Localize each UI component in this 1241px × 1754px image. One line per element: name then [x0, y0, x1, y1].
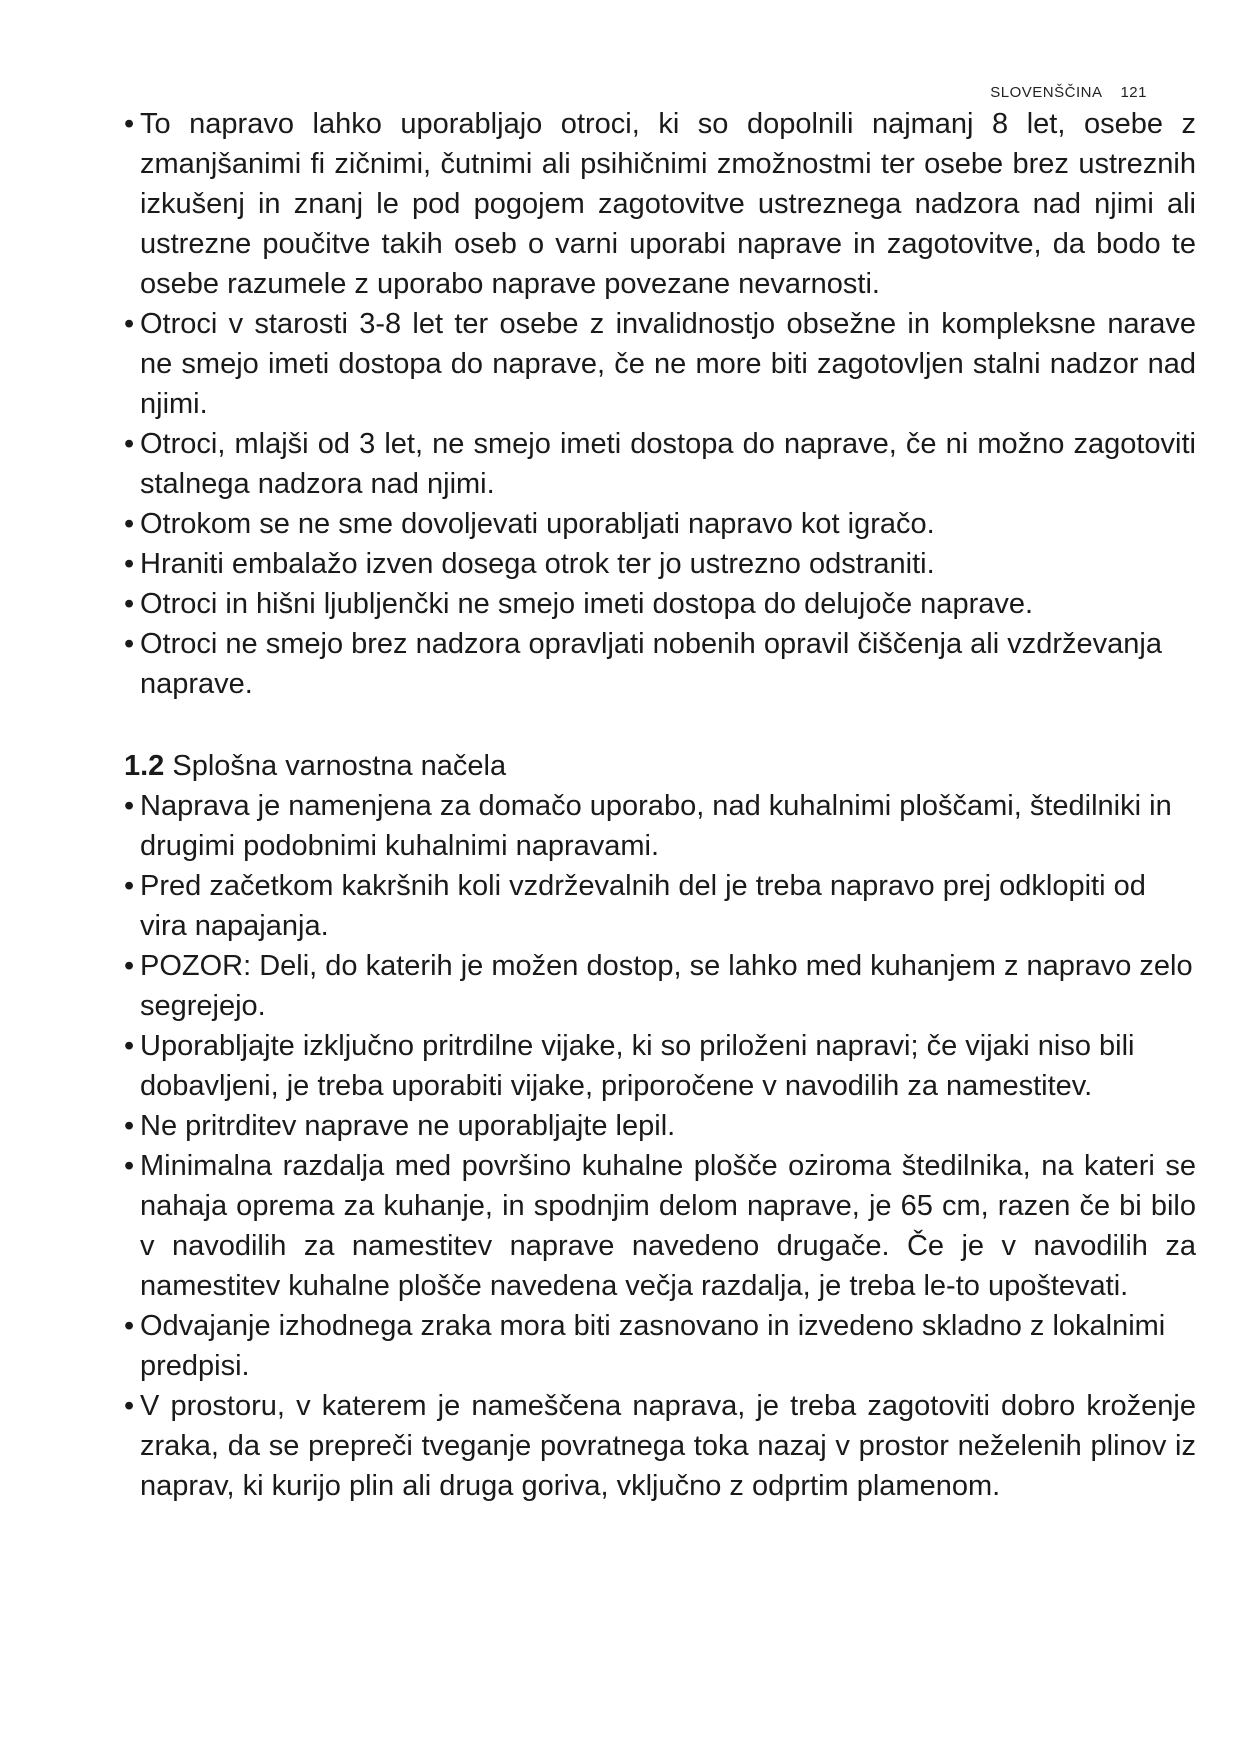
bullet: •	[124, 1390, 135, 1422]
bullet: •	[124, 508, 135, 540]
list-item	[124, 584, 1196, 624]
list-item-text: Odvajanje izhodnega zraka mora biti zasnovano in izvedeno skladno z lokalnimi predpisi.	[140, 1310, 1166, 1382]
list-item-text: Minimalna razdalja med površino kuhalne plošče oziroma štedilnika, na kateri se nahaja oprema za kuhanje, in spodnjim delom naprave, je 65 cm, razen če bi bilo v navodilih za namestitev naprave navedeno drugače. Če je v navodilih za namestitev kuhalne plošče navedena večja razdalja, je treba le-to upoštevati.	[140, 1150, 1196, 1302]
document-body	[124, 104, 1196, 1506]
bullet: •	[124, 870, 135, 902]
bullet: •	[124, 1310, 135, 1342]
list-item	[124, 1306, 1196, 1386]
list-item-text: Otrokom se ne sme dovoljevati uporabljati napravo kot igračo.	[140, 508, 935, 540]
list-item	[124, 624, 1196, 704]
list-item-text: POZOR: Deli, do katerih je možen dostop, se lahko med kuhanjem z napravo zelo segrejejo.	[140, 950, 1193, 1022]
bullet: •	[124, 308, 135, 340]
list-item	[124, 304, 1196, 424]
bullet: •	[124, 1110, 135, 1142]
bullet: •	[124, 1150, 135, 1182]
section-heading	[124, 746, 1196, 786]
list-item	[124, 504, 1196, 544]
page-number: 121	[1120, 84, 1147, 101]
list-item	[124, 786, 1196, 866]
bullet: •	[124, 790, 135, 822]
list-item-text: Hraniti embalažo izven dosega otrok ter jo ustrezno odstraniti.	[140, 548, 935, 580]
list-item	[124, 544, 1196, 584]
list-item	[124, 1026, 1196, 1106]
list-item-text: Pred začetkom kakršnih koli vzdrževalnih del je treba napravo prej odklopiti od vira napajanja.	[140, 870, 1146, 942]
list-item-text: V prostoru, v katerem je nameščena naprava, je treba zagotoviti dobro kroženje zraka, da se prepreči tveganje povratnega toka nazaj v prostor neželenih plinov iz naprav, ki kurijo plin ali druga goriva, vključno z odprtim plamenom.	[140, 1390, 1196, 1502]
list-item-text: Uporabljajte izključno pritrdilne vijake, ki so priloženi napravi; če vijaki niso bili dobavljeni, je treba uporabiti vijake, priporočene v navodilih za namestitev.	[140, 1030, 1135, 1102]
list-item-text: Otroci in hišni ljubljenčki ne smejo imeti dostopa do delujoče naprave.	[140, 588, 1034, 620]
bullet: •	[124, 950, 135, 982]
list-item-text: Ne pritrditev naprave ne uporabljajte lepil.	[140, 1110, 676, 1142]
section-number: 1.2	[124, 750, 165, 782]
list-item-text: Otroci ne smejo brez nadzora opravljati nobenih opravil čiščenja ali vzdrževanja naprave.	[140, 628, 1162, 700]
bullet: •	[124, 108, 135, 140]
list-item-text: Naprava je namenjena za domačo uporabo, nad kuhalnimi ploščami, štedilniki in drugimi podobnimi kuhalnimi napravami.	[140, 790, 1172, 862]
bullet: •	[124, 428, 135, 460]
list-item-text: Otroci, mlajši od 3 let, ne smejo imeti dostopa do naprave, če ni možno zagotoviti stalnega nadzora nad njimi.	[140, 428, 1196, 500]
bullet: •	[124, 548, 135, 580]
safety-list-general	[124, 786, 1196, 1506]
list-item	[124, 1386, 1196, 1506]
list-item	[124, 104, 1196, 304]
bullet: •	[124, 588, 135, 620]
bullet: •	[124, 1030, 135, 1062]
list-item	[124, 866, 1196, 946]
header-language: SLOVENŠČINA	[990, 84, 1103, 101]
bullet: •	[124, 628, 135, 660]
list-item	[124, 946, 1196, 1026]
list-item	[124, 1146, 1196, 1306]
page-header	[990, 84, 1147, 101]
list-item	[124, 1106, 1196, 1146]
list-item-text: Otroci v starosti 3-8 let ter osebe z invalidnostjo obsežne in kompleksne narave ne smejo imeti dostopa do naprave, če ne more biti zagotovljen stalni nadzor nad njimi.	[140, 308, 1196, 420]
list-item	[124, 424, 1196, 504]
list-item-text: To napravo lahko uporabljajo otroci, ki so dopolnili najmanj 8 let, osebe z zmanjšanimi fi zičnimi, čutnimi ali psihičnimi zmožnostmi ter osebe brez ustreznih izkušenj in znanj le pod pogojem zagotovitve ustreznega nadzora nad njimi ali ustrezne poučitve takih oseb o varni uporabi naprave in zagotovitve, da bodo te osebe razumele z uporabo naprave povezane nevarnosti.	[140, 108, 1196, 300]
safety-list-children	[124, 104, 1196, 704]
section-title: Splošna varnostna načela	[172, 750, 507, 782]
